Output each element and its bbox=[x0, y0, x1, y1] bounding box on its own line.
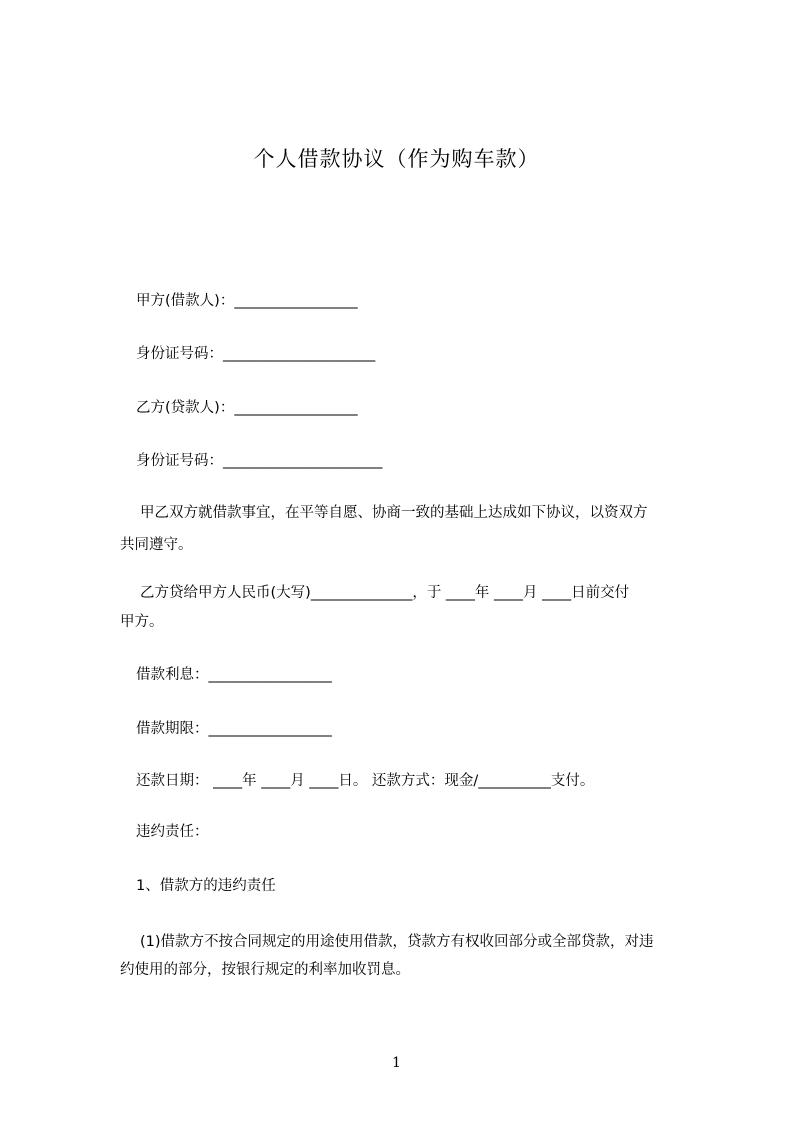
repayment-line: 还款日期： ____年 ____月 ____日。 还款方式：现金/__________支付。 bbox=[136, 773, 595, 789]
liability-heading: 违约责任： bbox=[136, 824, 209, 840]
party-a-line: 甲方(借款人)：_________________ bbox=[136, 293, 358, 309]
agreement-paragraph: 甲乙双方就借款事宜，在平等自愿、协商一致的基础上达成如下协议，以资双方 bbox=[140, 505, 648, 521]
page-number: 1 bbox=[392, 1055, 401, 1071]
party-b-id-line: 身份证号码：______________________ bbox=[136, 453, 383, 469]
liability-clause-1: (1)借款方不按合同规定的用途使用借款，贷款方有权收回部分或全部贷款，对违 bbox=[140, 934, 654, 950]
loan-term-line: 借款期限：_________________ bbox=[136, 721, 332, 737]
party-b-line: 乙方(贷款人)：_________________ bbox=[136, 400, 358, 416]
document-title: 个人借款协议（作为购车款） bbox=[253, 147, 540, 171]
liability-clause-1-cont: 约使用的部分，按银行规定的利率加收罚息。 bbox=[120, 962, 410, 978]
loan-amount-paragraph: 乙方贷给甲方人民币(大写)______________，于 ____年 ____月 ____日前交付 bbox=[140, 585, 630, 601]
loan-interest-line: 借款利息：_________________ bbox=[136, 667, 332, 683]
borrower-liability-heading: 1、借款方的违约责任 bbox=[136, 878, 276, 894]
party-a-id-line: 身份证号码：_____________________ bbox=[136, 346, 376, 362]
loan-amount-paragraph-cont: 甲方。 bbox=[120, 614, 164, 630]
agreement-paragraph-cont: 共同遵守。 bbox=[120, 537, 193, 553]
